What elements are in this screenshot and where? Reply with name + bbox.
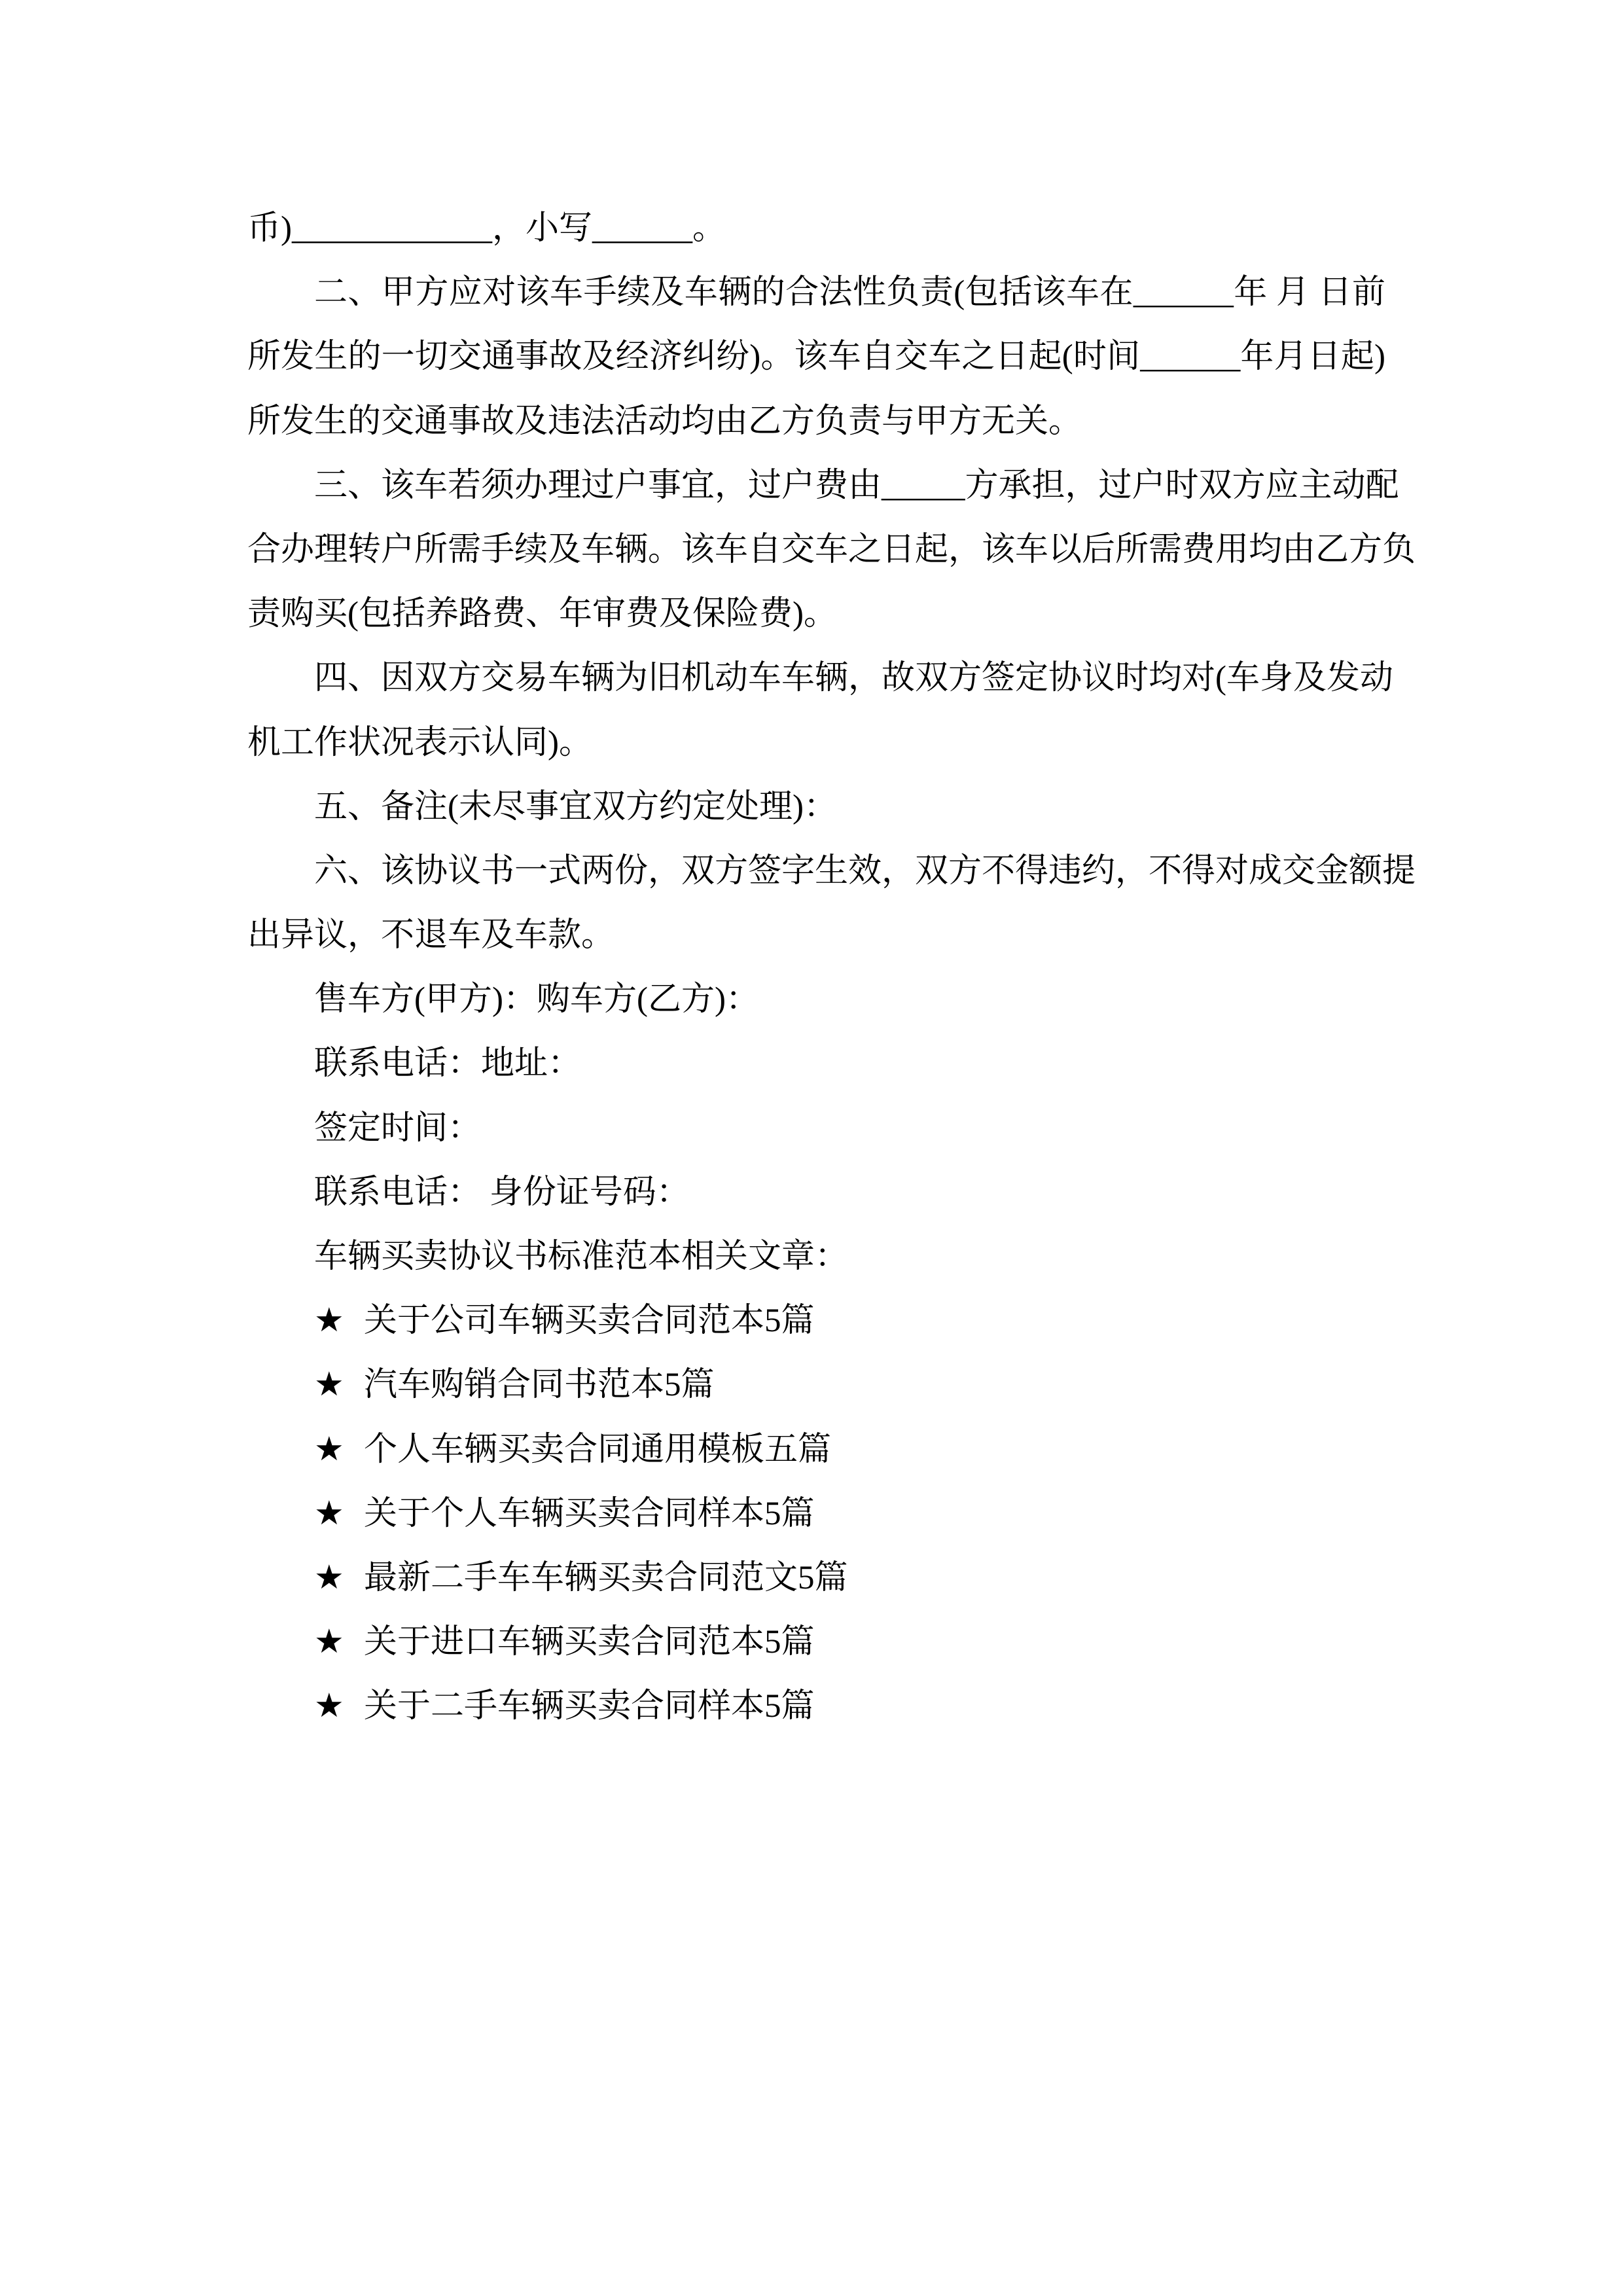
star-icon: ★ bbox=[314, 1431, 344, 1468]
phone-address-line: 联系电话：地址： bbox=[314, 1045, 582, 1083]
clause-line: 二、甲方应对该车手续及车辆的合法性负责(包括该车在______年 月 日前 bbox=[314, 274, 1385, 312]
price-continuation-line: 币)____________，小写______。 bbox=[247, 210, 726, 247]
related-item-label: 关于进口车辆买卖合同范本5篇 bbox=[364, 1624, 815, 1661]
related-articles bbox=[247, 1225, 1385, 1739]
related-item-label: 个人车辆买卖合同通用模板五篇 bbox=[364, 1431, 832, 1468]
related-item bbox=[247, 1482, 1385, 1546]
related-item bbox=[247, 1674, 1385, 1738]
related-item-label: 关于公司车辆买卖合同范本5篇 bbox=[364, 1302, 815, 1340]
clause-line: 合办理转户所需手续及车辆。该车自交车之日起，该车以后所需费用均由乙方负 bbox=[247, 531, 1416, 568]
clause-line: 责购买(包括养路费、年审费及保险费)。 bbox=[247, 596, 837, 633]
clause-line: 机工作状况表示认同)。 bbox=[247, 724, 592, 761]
contract-text bbox=[247, 196, 1416, 1739]
star-icon: ★ bbox=[314, 1624, 344, 1661]
star-icon: ★ bbox=[314, 1367, 344, 1404]
clause-line: 五、备注(未尽事宜双方约定处理)： bbox=[314, 788, 837, 825]
star-icon: ★ bbox=[314, 1688, 344, 1725]
clause-line: 所发生的一切交通事故及经济纠纷)。该车自交车之日起(时间______年月日起) bbox=[247, 338, 1385, 376]
related-item-label: 汽车购销合同书范本5篇 bbox=[364, 1367, 715, 1404]
clause-line: 出异议，不退车及车款。 bbox=[247, 917, 615, 954]
phone-id-line: 联系电话： 身份证号码： bbox=[314, 1174, 690, 1211]
related-item-label: 关于二手车辆买卖合同样本5篇 bbox=[364, 1688, 815, 1725]
related-item-label: 关于个人车辆买卖合同样本5篇 bbox=[364, 1495, 815, 1532]
clause-five bbox=[247, 775, 1385, 839]
related-item bbox=[247, 1289, 1385, 1353]
clause-line: 三、该车若须办理过户事宜，过户费由_____方承担，过户时双方应主动配 bbox=[314, 467, 1399, 504]
related-item bbox=[247, 1353, 1385, 1417]
related-item bbox=[247, 1418, 1385, 1482]
star-icon: ★ bbox=[314, 1495, 344, 1532]
clause-two bbox=[247, 260, 1385, 454]
sign-date-line: 签定时间： bbox=[314, 1109, 482, 1147]
clause-six bbox=[247, 839, 1416, 967]
related-heading: 车辆买卖协议书标准范本相关文章： bbox=[314, 1238, 849, 1275]
signature-block bbox=[247, 967, 1385, 1225]
related-item bbox=[247, 1546, 1385, 1610]
star-icon: ★ bbox=[314, 1302, 344, 1340]
star-icon: ★ bbox=[314, 1559, 344, 1596]
clause-line: 六、该协议书一式两份，双方签字生效，双方不得违约，不得对成交金额提 bbox=[314, 852, 1416, 889]
clause-line: 四、因双方交易车辆为旧机动车车辆，故双方签定协议时均对(车身及发动 bbox=[314, 660, 1393, 697]
clause-four bbox=[247, 646, 1393, 774]
related-item bbox=[247, 1610, 1385, 1674]
related-item-label: 最新二手车车辆买卖合同范文5篇 bbox=[364, 1559, 848, 1596]
clause-line: 所发生的交通事故及违法活动均由乙方负责与甲方无关。 bbox=[247, 403, 1082, 440]
parties-line: 售车方(甲方)：购车方(乙方)： bbox=[314, 981, 759, 1018]
clause-three bbox=[247, 454, 1416, 647]
